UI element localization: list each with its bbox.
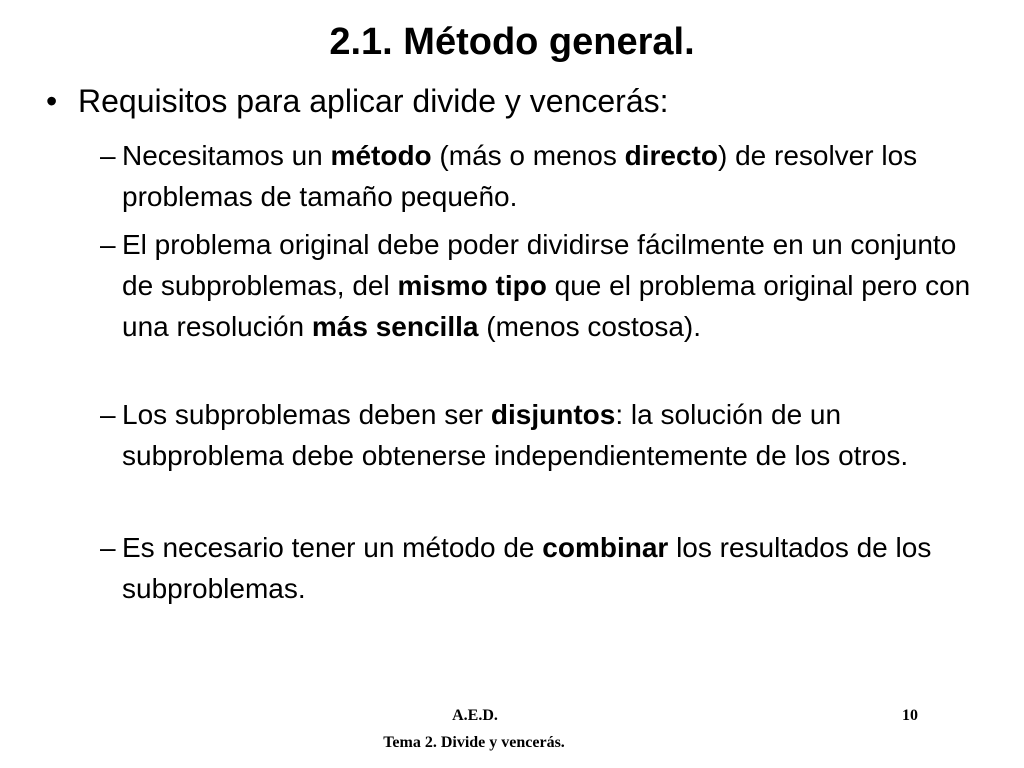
sub-item-text <box>122 527 990 609</box>
bold-term: método <box>330 140 432 171</box>
bold-term: más sencilla <box>311 311 479 342</box>
sub-item-text <box>122 394 990 476</box>
slide-title: 2.1. Método general. <box>329 21 695 63</box>
bold-term: directo <box>624 140 718 171</box>
sub-item-text <box>122 224 990 347</box>
footer-topic: Tema 2. Divide y vencerás. <box>383 734 565 751</box>
bullet-marker: • <box>46 83 58 119</box>
page-number: 10 <box>902 707 918 724</box>
text-run: los resultados de los subproblemas. <box>122 532 932 604</box>
dash-marker: – <box>100 532 116 563</box>
text-run: (menos costosa). <box>478 311 701 342</box>
main-bullet-text: Requisitos para aplicar divide y vencerás: <box>78 83 669 119</box>
text-run: Necesitamos un <box>122 140 331 171</box>
text-run: Los subproblemas deben ser <box>122 399 491 430</box>
sub-item-1 <box>100 135 990 217</box>
footer-course: A.E.D. <box>452 707 498 724</box>
text-run: ) de resolver los problemas de tamaño pequeño. <box>122 140 918 212</box>
text-run: : la solución de un subproblema debe obtenerse independientemente de los otros. <box>122 399 909 471</box>
dash-marker: – <box>100 229 116 260</box>
bold-term: combinar <box>542 532 669 563</box>
dash-marker: – <box>100 399 116 430</box>
text-run: que el problema original pero con una resolución <box>122 270 971 342</box>
sub-item-text <box>122 135 990 217</box>
text-run: El problema original debe poder dividirse fácilmente en un conjunto de subproblemas, del <box>122 229 957 301</box>
sub-item-4 <box>100 527 990 609</box>
main-bullet <box>46 80 986 122</box>
dash-marker: – <box>100 140 116 171</box>
text-run: (más o menos <box>431 140 625 171</box>
sub-item-2 <box>100 224 990 347</box>
text-run: Es necesario tener un método de <box>122 532 543 563</box>
bold-term: mismo tipo <box>397 270 547 301</box>
sub-item-3 <box>100 394 990 476</box>
bold-term: disjuntos <box>490 399 616 430</box>
